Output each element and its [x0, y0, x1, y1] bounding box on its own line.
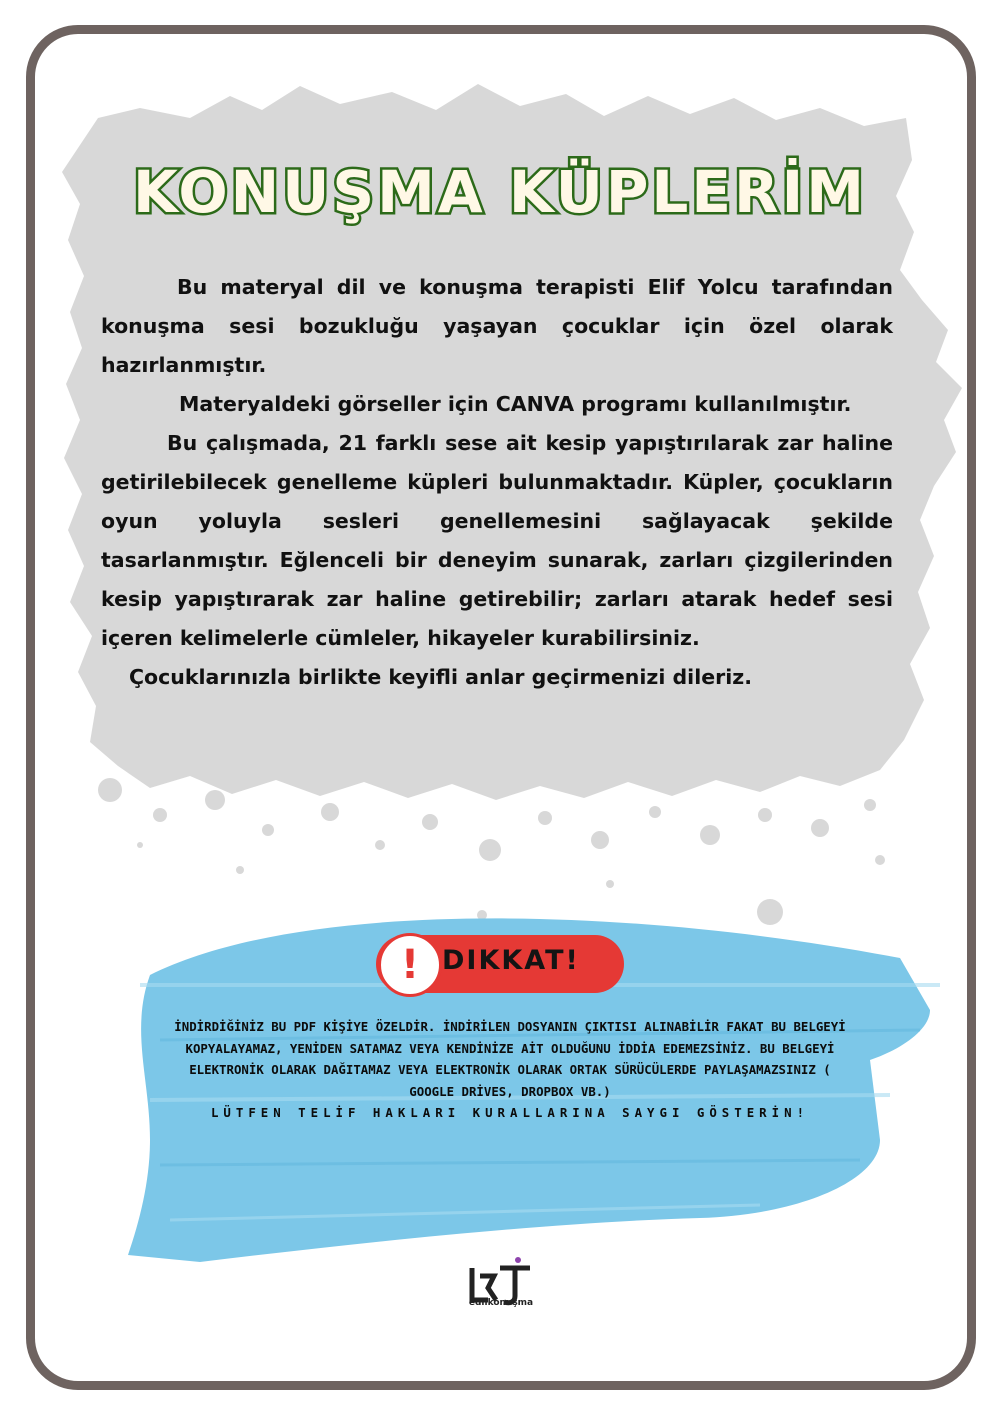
splash-drops: [98, 778, 885, 925]
copyright-request: LÜTFEN TELİF HAKLARI KURALLARINA SAYGI GÖSTERİN!: [210, 1105, 810, 1120]
page-title: KONUŞMA KÜPLERİM: [133, 158, 867, 226]
copyright-notice: [170, 1016, 850, 1124]
paragraph-canva: Materyaldeki görseller için CANVA programı kullanılmıştır.: [179, 392, 852, 416]
paragraph-author: Bu materyal dil ve konuşma terapisti Elif Yolcu tarafından konuşma sesi bozukluğu yaşayan çocuklar için özel olarak hazırlanmıştır.: [101, 275, 893, 377]
brand-name: edilkonuşma: [468, 1298, 534, 1308]
paragraph-description: Bu çalışmada, 21 farklı sese ait kesip yapıştırılarak zar haline getirilebilecek genelleme küpleri bulunmaktadır. Küpler, çocukların oyun yoluyla sesleri genellemesini sağlayacak şekilde tasarlanmıştır. Eğlenceli bir deneyim sunarak, zarları çizgilerinden kesip yapıştırarak zar haline getirebilir; zarları atarak hedef sesi içeren kelimelerle cümleler, hikayeler kurabilirsiniz.: [101, 431, 893, 650]
warning-label: DIKKAT!: [442, 945, 580, 976]
copyright-text: İNDİRDİĞİNİZ BU PDF KİŞİYE ÖZELDİR. İNDİRİLEN DOSYANIN ÇIKTISI ALINABİLİR FAKAT BU BELGEYİ KOPYALAYAMAZ, YENİDEN SATAMAZ VEYA KENDİNİZE AİT OLDUĞUNU İDDİA EDEMEZSİNİZ. BU BELGEYİ ELEKTRONİK OLARAK DAĞITAMAZ VEYA ELEKTRONİK OLARAK ORTAK SÜRÜCÜLERDE PAYLAŞAMAZSINIZ ( GOOGLE DRİVES, DROPBOX VB.): [174, 1019, 846, 1099]
intro-text: [101, 268, 893, 697]
paragraph-wish: Çocuklarınızla birlikte keyifli anlar geçirmenizi dileriz.: [129, 665, 752, 689]
exclamation-icon: !: [400, 942, 420, 988]
